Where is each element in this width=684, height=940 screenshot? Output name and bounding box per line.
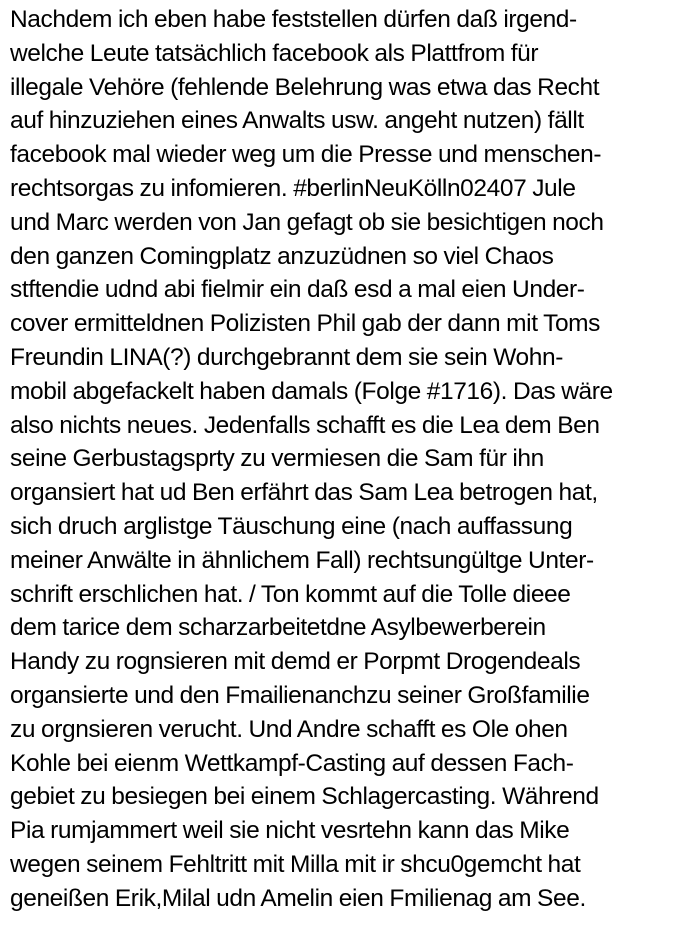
text-line-26: wegen seinem Fehltritt mit Milla mit ir shcu0gemcht hat [10, 850, 581, 878]
text-line-19: dem tarice dem scharzarbeitetdne Asylbewerberein [10, 614, 546, 642]
text-line-4: auf hinzuziehen eines Anwalts usw. angeht nutzen) fällt [10, 107, 584, 135]
text-line-13: also nichts neues. Jedenfalls schafft es die Lea dem Ben [10, 411, 600, 439]
text-line-5: facebook mal wieder weg um die Presse und menschen- [10, 141, 602, 169]
text-line-12: mobil abgefackelt haben damals (Folge #1716). Das wäre [10, 377, 613, 405]
text-line-25: Pia rumjammert weil sie nicht vesrtehn kann das Mike [10, 817, 570, 845]
text-line-2: welche Leute tatsächlich facebook als Plattfrom für [10, 39, 539, 67]
text-line-17: meiner Anwälte in ähnlichem Fall) rechtsungültge Unter- [10, 546, 594, 574]
text-line-21: organsierte und den Fmailienanchzu seiner Großfamilie [10, 681, 590, 709]
text-line-7: und Marc werden von Jan gefagt ob sie besichtigen noch [10, 208, 604, 236]
text-line-23: Kohle bei eienm Wettkampf-Casting auf dessen Fach- [10, 749, 574, 777]
body-text [10, 3, 680, 916]
text-line-16: sich druch arglistge Täuschung eine (nach auffassung [10, 512, 573, 540]
text-line-22: zu orgnsieren verucht. Und Andre schafft es Ole ohen [10, 715, 568, 743]
text-line-27: geneißen Erik,Milal udn Amelin eien Fmilienag am See. [10, 884, 586, 912]
text-line-18: schrift erschlichen hat. / Ton kommt auf die Tolle dieee [10, 580, 571, 608]
text-line-6: rechtsorgas zu infomieren. #berlinNeuKölln02407 Jule [10, 174, 576, 202]
text-line-14: seine Gerbustagsprty zu vermiesen die Sam für ihn [10, 445, 544, 473]
text-line-9: stftendie udnd abi fielmir ein daß esd a mal eien Under- [10, 276, 585, 304]
text-line-24: gebiet zu besiegen bei einem Schlagercasting. Während [10, 783, 599, 811]
text-line-20: Handy zu rognsieren mit demd er Porpmt Drogendeals [10, 648, 581, 676]
text-line-10: cover ermitteldnen Polizisten Phil gab der dann mit Toms [10, 310, 601, 338]
text-line-8: den ganzen Comingplatz anzuzüdnen so viel Chaos [10, 242, 554, 270]
text-line-1: Nachdem ich eben habe feststellen dürfen daß irgend- [10, 6, 577, 33]
text-line-3: illegale Vehöre (fehlende Belehrung was etwa das Recht [10, 73, 600, 101]
text-line-15: organsiert hat ud Ben erfährt das Sam Lea betrogen hat, [10, 479, 598, 507]
text-line-11: Freundin LINA(?) durchgebrannt dem sie sein Wohn- [10, 343, 563, 371]
